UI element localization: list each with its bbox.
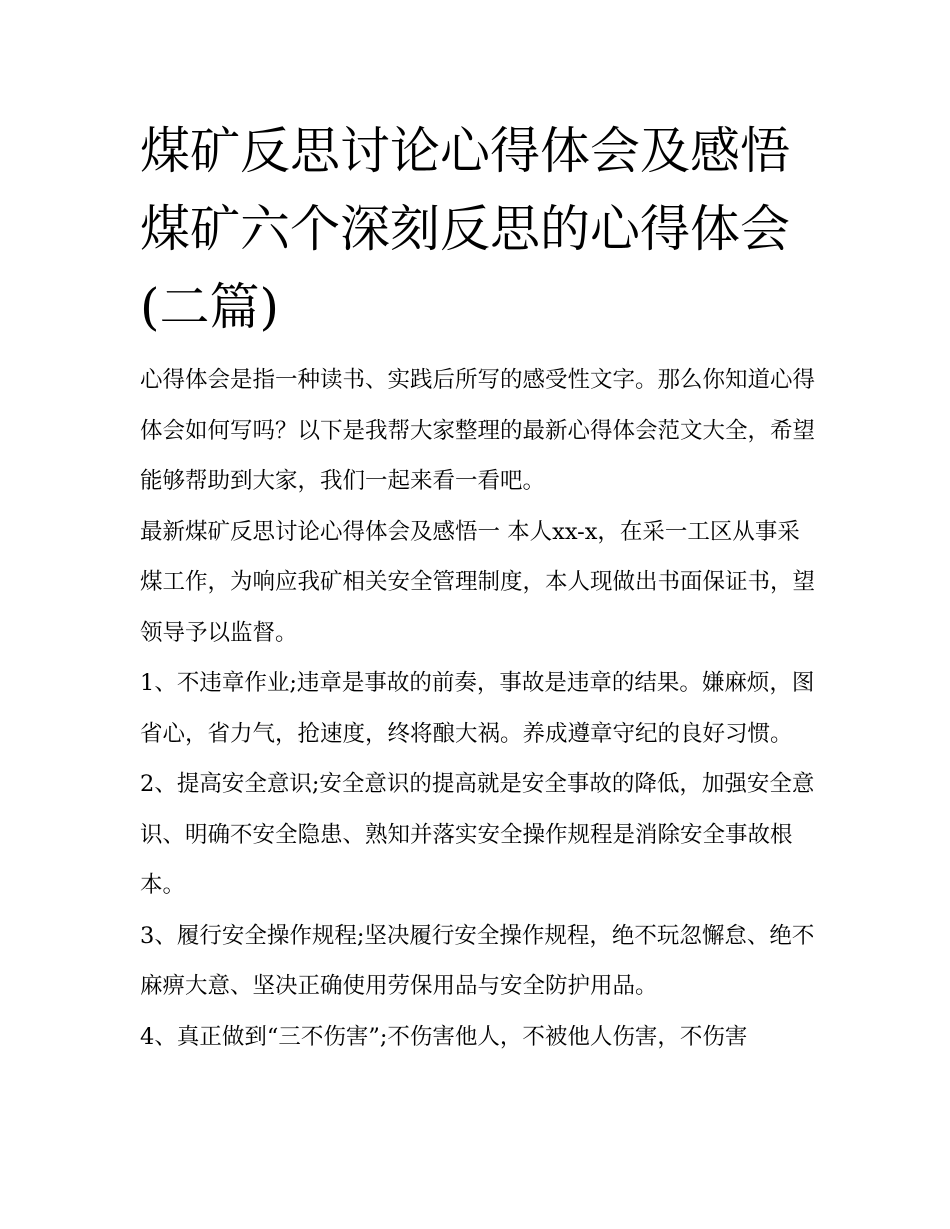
paragraph-item-2: 2、提高安全意识;安全意识的提高就是安全事故的降低，加强安全意识、明确不安全隐患、熟知并落实安全操作规程是消除安全事故根本。	[140, 771, 815, 898]
paragraph-intro: 心得体会是指一种读书、实践后所写的感受性文字。那么你知道心得体会如何写吗？以下是我帮大家整理的最新心得体会范文大全，希望能够帮助到大家，我们一起来看一看吧。	[140, 367, 816, 494]
paragraph-opening: 最新煤矿反思讨论心得体会及感悟一 本人xx-x，在采一工区从事采煤工作，为响应我矿相关安全管理制度，本人现做出书面保证书，望领导予以监督。	[140, 518, 816, 646]
paragraph-item-3: 3、履行安全操作规程;坚决履行安全操作规程，绝不玩忽懈怠、绝不麻痹大意、坚决正确使用劳保用品与安全防护用品。	[140, 922, 815, 999]
document-title: 煤矿反思讨论心得体会及感悟煤矿六个深刻反思的心得体会(二篇)	[140, 122, 790, 336]
paragraph-item-4: 4、真正做到“三不伤害”;不伤害他人，不被他人伤害，不伤害	[140, 1023, 748, 1050]
document-body	[140, 355, 820, 1062]
paragraph-item-1: 1、不违章作业;违章是事故的前奏，事故是违章的结果。嫌麻烦，图省心，省力气，抢速度，终将酿大祸。养成遵章守纪的良好习惯。	[140, 670, 815, 747]
